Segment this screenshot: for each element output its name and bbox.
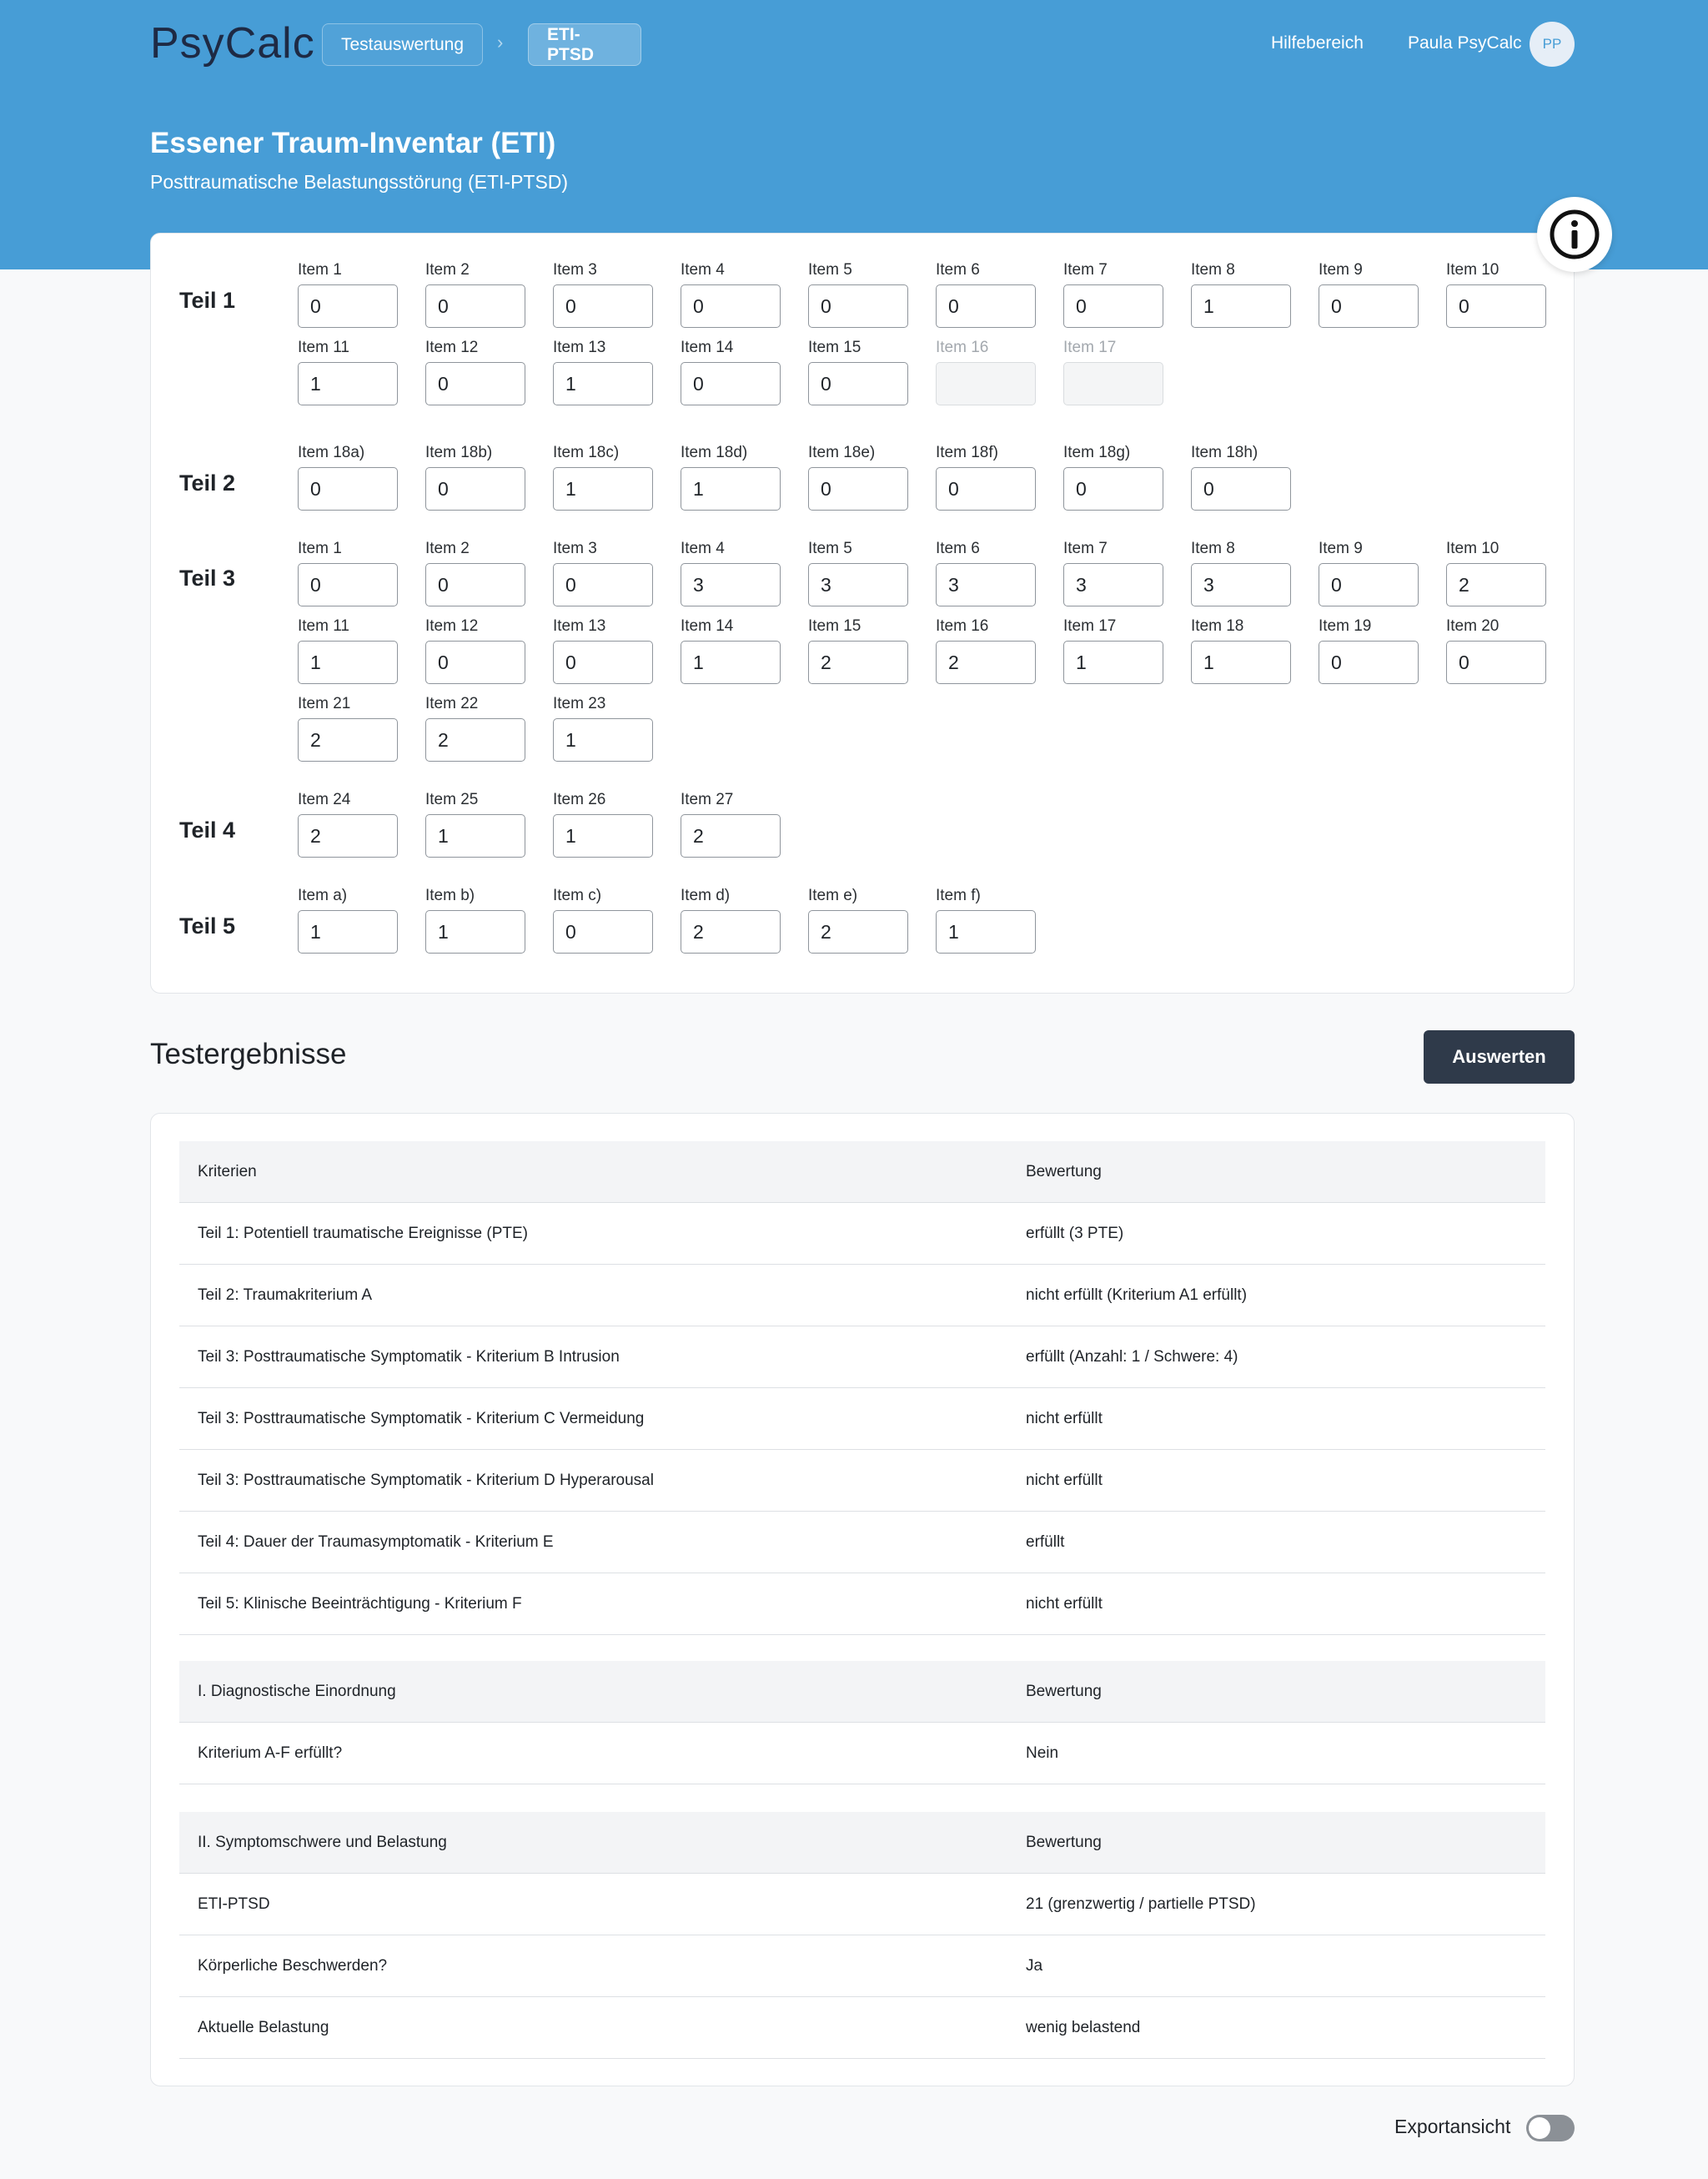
item-label: Item 18g) [1063, 444, 1131, 461]
item-field [298, 791, 398, 858]
item-label: Item 5 [808, 540, 852, 557]
item-label: Item 3 [553, 261, 597, 279]
rating-cell: Nein [1026, 1744, 1059, 1762]
table-row [179, 1265, 1545, 1326]
breadcrumb-testauswertung[interactable]: Testauswertung [322, 23, 483, 66]
item-field [553, 695, 653, 762]
breadcrumb-eti-ptsd[interactable]: ETI-PTSD [528, 23, 641, 66]
item-label: Item 20 [1446, 617, 1500, 635]
item-input[interactable] [425, 284, 525, 328]
item-field [1319, 540, 1419, 606]
criterion-cell: Kriterium A-F erfüllt? [198, 1744, 343, 1762]
item-input[interactable] [1063, 284, 1163, 328]
section-label: Teil 1 [179, 288, 236, 313]
item-label: Item 18 [1191, 617, 1244, 635]
item-field [1063, 261, 1163, 328]
page-subtitle: Posttraumatische Belastungsstörung (ETI-PTSD) [150, 171, 569, 193]
item-field [1191, 617, 1291, 684]
item-label: Item 1 [298, 540, 342, 557]
item-input[interactable] [553, 814, 653, 858]
item-label: Item 18c) [553, 444, 620, 461]
item-field [681, 339, 781, 405]
item-input[interactable] [808, 362, 908, 405]
results-title: Testergebnisse [150, 1038, 347, 1070]
item-input[interactable] [1446, 641, 1546, 684]
item-label: Item 4 [681, 540, 725, 557]
item-label: Item 24 [298, 791, 351, 808]
user-name[interactable]: Paula PsyCalc [1408, 33, 1522, 53]
item-field [298, 617, 398, 684]
item-field [298, 261, 398, 328]
item-input[interactable] [808, 467, 908, 511]
item-field [553, 791, 653, 858]
item-field [298, 339, 398, 405]
item-input[interactable] [936, 563, 1036, 606]
item-label: Item 13 [553, 339, 606, 356]
item-input[interactable] [553, 362, 653, 405]
item-field [425, 791, 525, 858]
item-label: Item 8 [1191, 261, 1235, 279]
item-input[interactable] [808, 284, 908, 328]
item-field [425, 339, 525, 405]
item-label: Item 19 [1319, 617, 1372, 635]
item-field [936, 444, 1036, 511]
section-label: Teil 4 [179, 818, 236, 843]
item-input[interactable] [808, 910, 908, 954]
table-row [179, 1450, 1545, 1512]
item-field [1063, 339, 1163, 405]
item-label: Item 21 [298, 695, 351, 712]
item-label: Item 12 [425, 339, 479, 356]
item-field [298, 695, 398, 762]
item-field [808, 261, 908, 328]
item-label: Item 14 [681, 617, 734, 635]
item-field [425, 695, 525, 762]
avatar[interactable]: PP [1530, 22, 1575, 67]
item-field [936, 540, 1036, 606]
item-input[interactable] [681, 467, 781, 511]
item-input[interactable] [298, 641, 398, 684]
item-input[interactable] [425, 641, 525, 684]
results-table [179, 1661, 1545, 1784]
item-label: Item 18a) [298, 444, 365, 461]
item-label: Item 2 [425, 261, 470, 279]
item-label: Item 23 [553, 695, 606, 712]
item-input[interactable] [1063, 563, 1163, 606]
item-field [553, 617, 653, 684]
item-label: Item 7 [1063, 261, 1108, 279]
item-label: Item 6 [936, 540, 980, 557]
section-label: Teil 2 [179, 471, 236, 496]
rating-cell: 21 (grenzwertig / partielle PTSD) [1026, 1895, 1256, 1913]
item-input[interactable] [425, 718, 525, 762]
criterion-cell: Teil 3: Posttraumatische Symptomatik - Kriterium D Hyperarousal [198, 1471, 654, 1489]
table-row [179, 1935, 1545, 1997]
item-input[interactable] [553, 718, 653, 762]
table-header [179, 1141, 1545, 1203]
item-label: Item 18d) [681, 444, 748, 461]
item-input[interactable] [553, 910, 653, 954]
info-button[interactable] [1537, 197, 1612, 272]
rating-cell: wenig belastend [1026, 2018, 1141, 2036]
item-input[interactable] [1063, 641, 1163, 684]
item-field [425, 444, 525, 511]
item-field [553, 540, 653, 606]
table-row [179, 1573, 1545, 1635]
item-input[interactable] [553, 563, 653, 606]
table-row [179, 1326, 1545, 1388]
item-label: Item 11 [298, 617, 349, 635]
item-label: Item 18b) [425, 444, 493, 461]
criterion-cell: Teil 4: Dauer der Traumasymptomatik - Kriterium E [198, 1532, 554, 1551]
item-input[interactable] [1319, 284, 1419, 328]
item-field [553, 444, 653, 511]
item-field [1063, 540, 1163, 606]
item-field [936, 339, 1036, 405]
rating-cell: erfüllt (Anzahl: 1 / Schwere: 4) [1026, 1347, 1238, 1366]
item-field [681, 540, 781, 606]
item-label: Item f) [936, 887, 981, 904]
item-field [1191, 261, 1291, 328]
item-field [681, 791, 781, 858]
item-field [808, 887, 908, 954]
item-label: Item 9 [1319, 261, 1363, 279]
item-label: Item 11 [298, 339, 349, 356]
item-label: Item e) [808, 887, 858, 904]
item-field [1063, 617, 1163, 684]
item-field [553, 887, 653, 954]
item-label: Item 18h) [1191, 444, 1258, 461]
item-field [1446, 540, 1546, 606]
item-field [681, 444, 781, 511]
item-field [425, 887, 525, 954]
item-label: Item 26 [553, 791, 606, 808]
item-input[interactable] [425, 563, 525, 606]
item-field [1319, 261, 1419, 328]
item-label: Item c) [553, 887, 602, 904]
item-input[interactable] [1319, 641, 1419, 684]
item-input[interactable] [808, 641, 908, 684]
column-header: Bewertung [1026, 1682, 1102, 1700]
item-input[interactable] [936, 641, 1036, 684]
item-label: Item 9 [1319, 540, 1363, 557]
item-field [553, 339, 653, 405]
item-field [298, 444, 398, 511]
item-input[interactable] [298, 718, 398, 762]
item-label: Item 18e) [808, 444, 876, 461]
item-field [936, 617, 1036, 684]
item-label: Item 16 [936, 339, 989, 356]
table-row [179, 1388, 1545, 1450]
item-field [1191, 444, 1291, 511]
item-input[interactable] [681, 910, 781, 954]
info-icon [1549, 209, 1600, 260]
column-header: Bewertung [1026, 1833, 1102, 1851]
item-label: Item d) [681, 887, 731, 904]
item-label: Item 5 [808, 261, 852, 279]
item-field [808, 339, 908, 405]
item-label: Item 17 [1063, 617, 1117, 635]
item-label: Item 15 [808, 617, 862, 635]
evaluate-button[interactable]: Auswerten [1424, 1030, 1575, 1084]
item-input[interactable] [808, 563, 908, 606]
rating-cell: nicht erfüllt [1026, 1409, 1103, 1427]
item-input[interactable] [681, 814, 781, 858]
item-input[interactable] [553, 284, 653, 328]
item-input[interactable] [1191, 563, 1291, 606]
item-label: Item a) [298, 887, 348, 904]
item-label: Item 14 [681, 339, 734, 356]
item-field [681, 261, 781, 328]
item-label: Item 2 [425, 540, 470, 557]
item-field [681, 887, 781, 954]
table-row [179, 1203, 1545, 1265]
item-input[interactable] [553, 641, 653, 684]
item-input[interactable] [681, 284, 781, 328]
item-field [425, 617, 525, 684]
criterion-cell: Teil 5: Klinische Beeinträchtigung - Kriterium F [198, 1594, 522, 1613]
rating-cell: erfüllt (3 PTE) [1026, 1224, 1124, 1242]
criterion-cell: Teil 3: Posttraumatische Symptomatik - Kriterium B Intrusion [198, 1347, 620, 1366]
psycalc-logo[interactable]: PsyCalc [150, 19, 315, 68]
column-header: I. Diagnostische Einordnung [198, 1682, 396, 1700]
item-input[interactable] [1191, 284, 1291, 328]
item-label: Item 27 [681, 791, 734, 808]
item-input[interactable] [1319, 563, 1419, 606]
item-input[interactable] [681, 563, 781, 606]
item-input [936, 362, 1036, 405]
item-input[interactable] [298, 563, 398, 606]
criterion-cell: Körperliche Beschwerden? [198, 1956, 388, 1975]
item-field [425, 261, 525, 328]
item-field [1446, 261, 1546, 328]
rating-cell: nicht erfüllt [1026, 1594, 1103, 1613]
item-input[interactable] [298, 284, 398, 328]
table-row [179, 1723, 1545, 1784]
item-label: Item 15 [808, 339, 862, 356]
item-label: Item 12 [425, 617, 479, 635]
item-field [1191, 540, 1291, 606]
rating-cell: erfüllt [1026, 1532, 1065, 1551]
item-label: Item 16 [936, 617, 989, 635]
item-input[interactable] [681, 641, 781, 684]
table-row [179, 1874, 1545, 1935]
item-label: Item 7 [1063, 540, 1108, 557]
item-field [425, 540, 525, 606]
item-input[interactable] [936, 284, 1036, 328]
item-field [1319, 617, 1419, 684]
item-input[interactable] [936, 467, 1036, 511]
export-view-label: Exportansicht [1394, 2116, 1511, 2137]
rating-cell: nicht erfüllt (Kriterium A1 erfüllt) [1026, 1286, 1248, 1304]
item-field [1446, 617, 1546, 684]
section-label: Teil 3 [179, 566, 236, 591]
criterion-cell: Teil 3: Posttraumatische Symptomatik - Kriterium C Vermeidung [198, 1409, 645, 1427]
item-field [936, 261, 1036, 328]
item-input[interactable] [1191, 641, 1291, 684]
item-field [681, 617, 781, 684]
item-input[interactable] [425, 467, 525, 511]
item-field [808, 540, 908, 606]
toggle-knob [1529, 2117, 1550, 2139]
item-input[interactable] [1063, 467, 1163, 511]
item-input[interactable] [298, 467, 398, 511]
results-table [179, 1812, 1545, 2059]
item-label: Item 18f) [936, 444, 998, 461]
table-header [179, 1812, 1545, 1874]
item-field [808, 444, 908, 511]
column-header: Kriterien [198, 1162, 257, 1180]
item-input[interactable] [553, 467, 653, 511]
item-input[interactable] [1446, 284, 1546, 328]
item-label: Item 6 [936, 261, 980, 279]
table-header [179, 1661, 1545, 1723]
criterion-cell: ETI-PTSD [198, 1895, 270, 1913]
criterion-cell: Aktuelle Belastung [198, 2018, 329, 2036]
item-input[interactable] [425, 814, 525, 858]
rating-cell: nicht erfüllt [1026, 1471, 1103, 1489]
item-label: Item 4 [681, 261, 725, 279]
item-label: Item 10 [1446, 540, 1500, 557]
item-input[interactable] [425, 910, 525, 954]
item-label: Item 8 [1191, 540, 1235, 557]
item-field [298, 540, 398, 606]
column-header: II. Symptomschwere und Belastung [198, 1833, 447, 1851]
item-field [1063, 444, 1163, 511]
item-field [298, 887, 398, 954]
item-label: Item 13 [553, 617, 606, 635]
export-view-toggle[interactable] [1526, 2115, 1575, 2141]
table-row [179, 1512, 1545, 1573]
item-input[interactable] [1191, 467, 1291, 511]
item-input[interactable] [1446, 563, 1546, 606]
item-label: Item 25 [425, 791, 479, 808]
item-input [1063, 362, 1163, 405]
item-field [553, 261, 653, 328]
section-label: Teil 5 [179, 913, 236, 939]
item-label: Item 22 [425, 695, 479, 712]
item-input[interactable] [298, 814, 398, 858]
item-field [936, 887, 1036, 954]
help-link[interactable]: Hilfebereich [1271, 33, 1364, 53]
page-title: Essener Traum-Inventar (ETI) [150, 127, 556, 159]
item-label: Item b) [425, 887, 475, 904]
rating-cell: Ja [1026, 1956, 1043, 1975]
chevron-right-icon: › [497, 32, 504, 53]
item-input[interactable] [298, 362, 398, 405]
results-table [179, 1141, 1545, 1635]
item-field [808, 617, 908, 684]
criterion-cell: Teil 2: Traumakriterium A [198, 1286, 373, 1304]
item-input[interactable] [425, 362, 525, 405]
column-header: Bewertung [1026, 1162, 1102, 1180]
item-label: Item 17 [1063, 339, 1117, 356]
item-input[interactable] [936, 910, 1036, 954]
item-input[interactable] [681, 362, 781, 405]
criterion-cell: Teil 1: Potentiell traumatische Ereignisse (PTE) [198, 1224, 528, 1242]
item-label: Item 3 [553, 540, 597, 557]
item-input[interactable] [298, 910, 398, 954]
table-row [179, 1997, 1545, 2059]
item-label: Item 1 [298, 261, 342, 279]
item-label: Item 10 [1446, 261, 1500, 279]
